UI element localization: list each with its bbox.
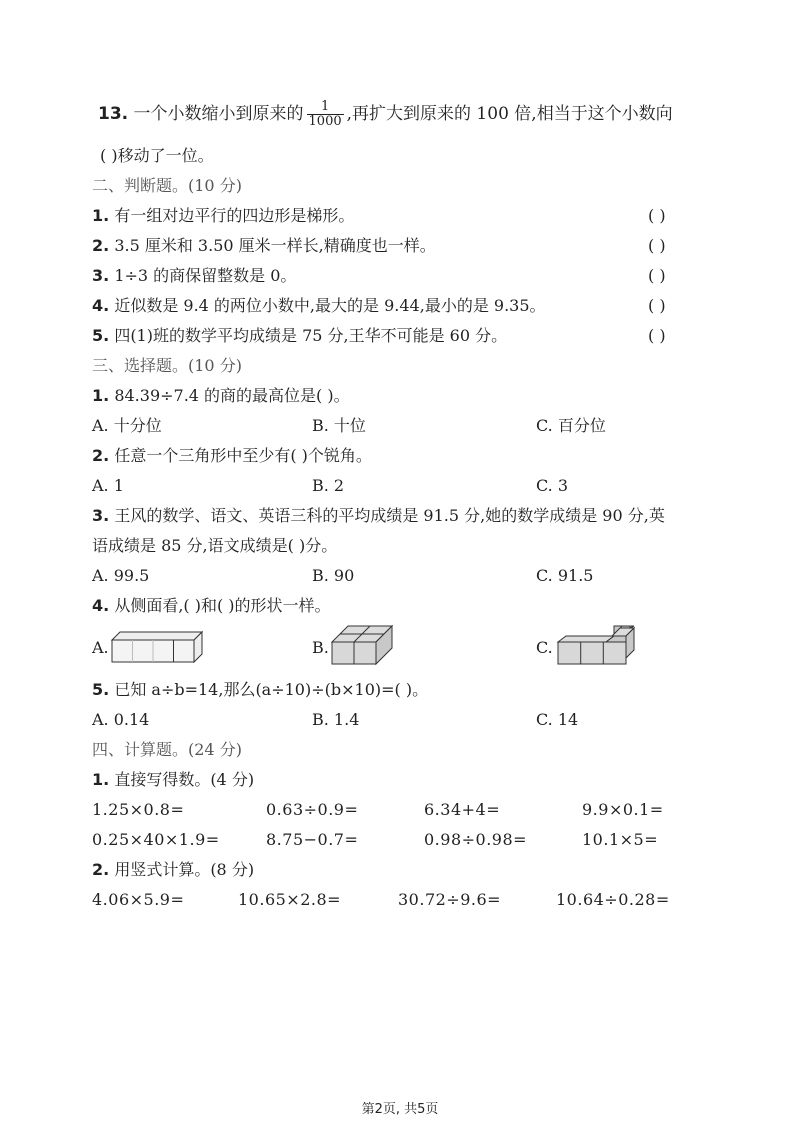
calc-q1 xyxy=(92,770,254,790)
choice-q3-number: 3. xyxy=(92,506,110,525)
choice-q3 xyxy=(92,506,665,526)
judge-item-1-text: 有一组对边平行的四边形是梯形。 xyxy=(114,206,355,225)
calc-q2-item-1: 4.06×5.9= xyxy=(92,890,185,909)
q13-number: 13. xyxy=(98,104,129,124)
choice-q2-number: 2. xyxy=(92,446,110,465)
judge-item-1 xyxy=(92,206,354,226)
q13-text-before: 一个小数缩小到原来的 xyxy=(133,104,304,124)
choice-q5-option-c[interactable]: C. 14 xyxy=(536,710,579,729)
choice-q1-option-c[interactable]: C. 百分位 xyxy=(536,416,606,435)
section2-title: 二、判断题。(10 分) xyxy=(92,176,242,195)
judge-item-5-number: 5. xyxy=(92,326,110,345)
choice-q3-line2: 语成绩是 85 分,语文成绩是( )分。 xyxy=(92,536,338,555)
choice-q4-option-b[interactable]: B. xyxy=(312,638,329,657)
choice-q3-text: 王风的数学、语文、英语三科的平均成绩是 91.5 分,她的数学成绩是 90 分,英 xyxy=(114,506,665,525)
calc-q1-number: 1. xyxy=(92,770,110,789)
judge-item-3-text: 1÷3 的商保留整数是 0。 xyxy=(114,266,297,285)
calc-q2-item-2: 10.65×2.8= xyxy=(238,890,342,909)
choice-q3-option-b[interactable]: B. 90 xyxy=(312,566,355,585)
calc-q2 xyxy=(92,860,254,880)
choice-q1 xyxy=(92,386,350,406)
choice-q4-number: 4. xyxy=(92,596,110,615)
choice-q4-option-a[interactable]: A. xyxy=(92,638,109,657)
calc-q1-item-8: 10.1×5= xyxy=(582,830,659,849)
calc-q1-item-2: 0.63÷0.9= xyxy=(266,800,359,819)
calc-q1-item-3: 6.34+4= xyxy=(424,800,501,819)
choice-q5-option-a[interactable]: A. 0.14 xyxy=(92,710,150,729)
choice-q4-text: 从侧面看,( )和( )的形状一样。 xyxy=(114,596,331,615)
judge-item-5-text: 四(1)班的数学平均成绩是 75 分,王华不可能是 60 分。 xyxy=(114,326,508,345)
judge-item-3-answer-box[interactable]: ( ) xyxy=(648,266,666,285)
q13-fraction-denominator: 1000 xyxy=(308,114,342,129)
calc-q1-item-6: 8.75−0.7= xyxy=(266,830,359,849)
judge-item-2-text: 3.5 厘米和 3.50 厘米一样长,精确度也一样。 xyxy=(114,236,436,255)
choice-q5-number: 5. xyxy=(92,680,110,699)
cube-block-b-icon xyxy=(328,624,396,666)
calc-q2-number: 2. xyxy=(92,860,110,879)
judge-item-1-number: 1. xyxy=(92,206,110,225)
judge-item-5-answer-box[interactable]: ( ) xyxy=(648,326,666,345)
judge-item-3 xyxy=(92,266,296,286)
judge-item-2-number: 2. xyxy=(92,236,110,255)
cube-row-a-icon xyxy=(110,630,210,664)
judge-item-4 xyxy=(92,296,546,316)
choice-q5-text: 已知 a÷b=14,那么(a÷10)÷(b×10)=( )。 xyxy=(114,680,429,699)
choice-q2-text: 任意一个三角形中至少有( )个锐角。 xyxy=(114,446,372,465)
calc-q1-item-5: 0.25×40×1.9= xyxy=(92,830,220,849)
choice-q2-option-c[interactable]: C. 3 xyxy=(536,476,569,495)
q13-text-after: ,再扩大到原来的 100 倍,相当于这个小数向 xyxy=(346,104,673,124)
judge-item-1-answer-box[interactable]: ( ) xyxy=(648,206,666,225)
judge-item-3-number: 3. xyxy=(92,266,110,285)
choice-q1-text: 84.39÷7.4 的商的最高位是( )。 xyxy=(114,386,350,405)
calc-q2-text: 用竖式计算。(8 分) xyxy=(114,860,255,879)
choice-q3-option-c[interactable]: C. 91.5 xyxy=(536,566,594,585)
calc-q2-item-4: 10.64÷0.28= xyxy=(556,890,670,909)
choice-q5 xyxy=(92,680,428,700)
q13-line2: ( )移动了一位。 xyxy=(100,146,214,165)
judge-item-5 xyxy=(92,326,507,346)
judge-item-4-answer-box[interactable]: ( ) xyxy=(648,296,666,315)
choice-q3-option-a[interactable]: A. 99.5 xyxy=(92,566,150,585)
choice-q4 xyxy=(92,596,331,616)
calc-q1-item-1: 1.25×0.8= xyxy=(92,800,185,819)
section3-title: 三、选择题。(10 分) xyxy=(92,356,242,375)
choice-q2 xyxy=(92,446,372,466)
cube-step-c-icon xyxy=(554,624,638,666)
calc-q1-item-7: 0.98÷0.98= xyxy=(424,830,528,849)
choice-q1-option-a[interactable]: A. 十分位 xyxy=(92,416,162,435)
choice-q1-number: 1. xyxy=(92,386,110,405)
calc-q2-item-3: 30.72÷9.6= xyxy=(398,890,502,909)
judge-item-2 xyxy=(92,236,436,256)
choice-q2-option-b[interactable]: B. 2 xyxy=(312,476,345,495)
judge-item-2-answer-box[interactable]: ( ) xyxy=(648,236,666,255)
page-footer: 第2页, 共5页 xyxy=(361,1102,439,1117)
judge-item-4-text: 近似数是 9.4 的两位小数中,最大的是 9.44,最小的是 9.35。 xyxy=(114,296,546,315)
calc-q1-item-4: 9.9×0.1= xyxy=(582,800,664,819)
choice-q1-option-b[interactable]: B. 十位 xyxy=(312,416,366,435)
q13-line1 xyxy=(98,100,673,129)
q13-fraction-numerator: 1 xyxy=(307,100,344,115)
calc-q1-text: 直接写得数。(4 分) xyxy=(114,770,255,789)
judge-item-4-number: 4. xyxy=(92,296,110,315)
choice-q5-option-b[interactable]: B. 1.4 xyxy=(312,710,360,729)
choice-q4-option-c[interactable]: C. xyxy=(536,638,553,657)
q13-fraction xyxy=(307,100,344,129)
choice-q2-option-a[interactable]: A. 1 xyxy=(92,476,124,495)
section4-title: 四、计算题。(24 分) xyxy=(92,740,242,759)
